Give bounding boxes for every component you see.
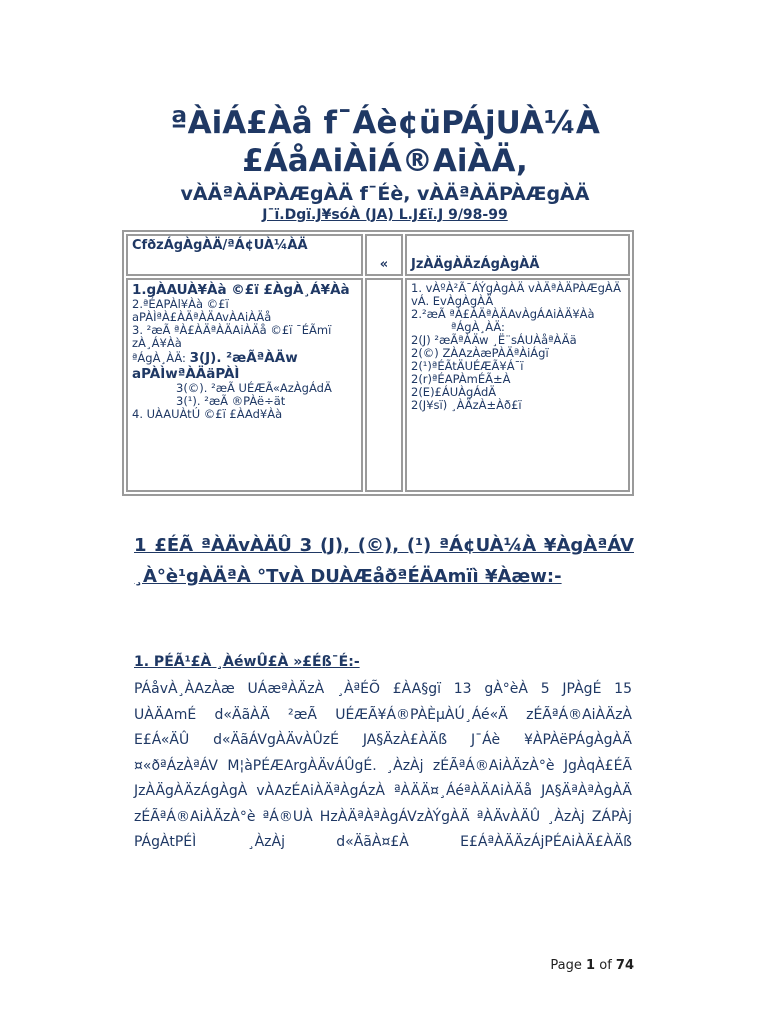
section-heading	[134, 530, 634, 592]
page-footer	[550, 958, 634, 973]
heirs-label: ªÁgÀ¸ÀÄ:	[132, 351, 186, 365]
defendants-list	[405, 278, 630, 492]
title-line-1: ªÀiÁ£Àå f¯Áè¢üPÁjUÀ¼À	[170, 105, 600, 141]
title-block	[120, 104, 650, 224]
versus-column	[365, 278, 403, 492]
plaintiff-3c: 3(¹). ²æÃ ®PÀë÷ät	[176, 394, 286, 408]
defendant-2: 2.²æÃ ªÀ£ÀÄªÀÄAvÀgÁAiÀÄ¥Àà	[411, 307, 595, 321]
case-number: J¯ï.Dgï.J¥sóÀ (JA) L.J£ï.J 9/98-99	[262, 207, 508, 223]
plaintiff-3: 3. ²æÃ ªÀ£ÀÄªÀÄAiÀÄå ©£ï ¯ÉÃmï zÀ¸Á¥Àà	[132, 323, 332, 350]
plaintiff-4: 4. UÀAUÀtÚ ©£ï £ÀAd¥Àà	[132, 407, 283, 421]
page-of: of	[599, 958, 612, 973]
plaintiff-2: 2.ªÉAPÀl¥Àà ©£ï aPÀÌªÀ£ÀÄªÀÄAvÀAiÀÄå	[132, 297, 272, 324]
plaintiff-3a: 3(J). ²æÃªÀÄw aPÀÌwªÀÄäPÀÌ	[132, 350, 298, 382]
plaintiff-heirs-label	[132, 350, 357, 382]
defendant-1: 1. vÀºÀ²Ã¯ÁÝgÀgÀÄ vÀÄªÀÄPÀÆgÀÄ vÁ. EvÀgÀgÀÄ	[411, 281, 621, 308]
plaintiffs-header: CfðzÁgÀgÀÄ/ªÁ¢UÀ¼ÀÄ	[126, 234, 363, 276]
plaintiff-3b: 3(©). ²æÃ UÉÆÃ«AzÀgÁdÄ	[176, 381, 332, 395]
defendant-2b: 2(©) ZÀAzÀæPÀÄªÀiÁgï	[411, 346, 549, 360]
body-paragraph: PÁåvÀ¸ÀAzÀæ UÁæªÀÄzÀ ¸ÀªÉÕ £ÀA§gï 13 gÀ°èÀ 5 JPÀgÉ 15 UÀÄAmÉ d«ÄãÀÄ ²æÃ UÉÆÃ¥Á®PÀÈµÀÚ¸Áé«Ä zÉÃªÁ®AiÀÄzÀ E£Á«ÄÛ d«ÄãÁVgÀÄvÀÛzÉ JA§ÄzÀ£ÀÄß J¯Áè ¥ÀPÀëPÁgÀgÀÄ ¤«ðªÁzÀªÁV M¦àPÉÆArgÀÄvÁÛgÉ. ¸ÀzÀj zÉÃªÁ®AiÀÄzÀ°è JgÀqÀ£ÉÃ JzÀÄgÀÄzÁgÀgÀ vÀAzÉAiÀÄªÀgÁzÀ ªÀÄÄ¤¸ÁéªÀÄAiÀÄå JA§ÄªÀªÀgÀÄ zÉÃªÁ®AiÀÄzÀ°è ªÁ®UÀ HzÀÄªÀªÀgÁVzÀÝgÀÄ ªÀÄvÀÄÛ ¸ÀzÀj ZÁPÀj PÁgÀtPÉÌ ¸ÀzÀj d«ÄãÀ¤£À E£ÁªÀÄÄzÁjPÉAiÀÄ£ÀÄß	[134, 681, 632, 850]
page-total: 74	[615, 958, 634, 973]
subheading: 1. PÉÃ¹£À ¸ÀéwÛ£À »£Éß¯É:-	[134, 654, 360, 670]
title-line-2: £ÁåAiÀiÁ®AiÀÄ,	[242, 143, 528, 179]
title-line-3: vÀÄªÀÄPÀÆgÀÄ f¯Éè, vÀÄªÀÄPÀÆgÀÄ	[180, 183, 590, 205]
defendant-heirs-label: ªÁgÀ¸ÀÄ:	[451, 320, 505, 334]
plaintiff-1: 1.gÀAUÀ¥Àà ©£ï £ÀgÀ¸Á¥Àà	[132, 282, 350, 298]
versus-label: «	[365, 234, 403, 276]
defendants-header: JzÀÄgÀÄzÁgÀgÀÄ	[405, 234, 630, 276]
defendant-2d: 2(r)ªÉAPÀmÉÃ±À	[411, 372, 511, 386]
page-current: 1	[586, 958, 596, 973]
page-prefix: Page	[550, 958, 582, 973]
defendant-2f: 2(J¥sï) ¸ÀÄzÀ±Àð£ï	[411, 398, 522, 412]
section-heading-text: 1 £ÉÃ ªÀÄvÀÄÛ 3 (J), (©), (¹) ªÁ¢UÀ¼À ¥ÀgÀªÁV ¸À°è¹gÀÄªÀ °TvÀ DUÀÆåðªÉÄAmïì ¥Àæw:-	[134, 535, 634, 587]
parties-table	[122, 230, 634, 496]
plaintiffs-list	[126, 278, 363, 492]
defendant-2e: 2(E)£ÁUÀgÁdÄ	[411, 385, 497, 399]
defendant-2a: 2(J) ²æÃªÀÄw ¸Ë¨sÁUÀåªÀÄä	[411, 333, 577, 347]
defendant-2c: 2(¹)ªÉÃtÄUÉÆÃ¥Á¯ï	[411, 359, 524, 373]
